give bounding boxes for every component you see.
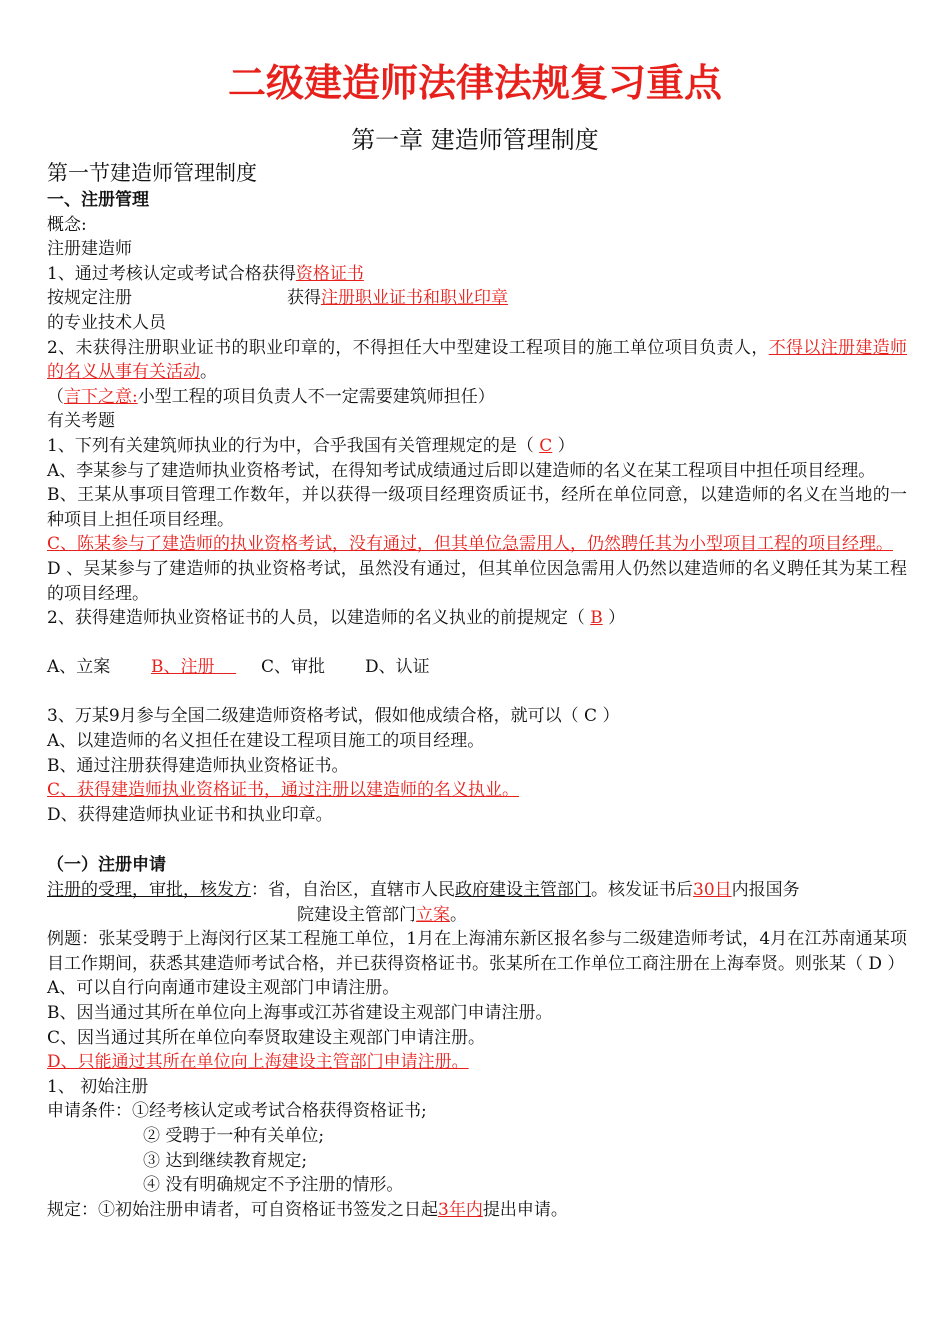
condition-3: ③ 达到继续教育规定; (143, 1150, 308, 1171)
exam-label: 有关考题 (47, 411, 115, 432)
definition-line-2: 按规定注册 获得注册职业证书和职业印章 (47, 288, 508, 309)
definition-line-1: 1、通过考核认定或考试合格获得资格证书 (47, 263, 364, 284)
rule-2: 2、未获得注册职业证书的职业印章的，不得担任大中型建设工程项目的施工单位项目负责人，不得以注册建造师的名义从事有关活动。 (47, 337, 907, 383)
condition-2: ② 受聘于一种有关单位; (143, 1125, 325, 1146)
chapter-heading: 第一章 建造师管理制度 (351, 126, 599, 154)
example-option-a: A、可以自行向南通市建设主观部门申请注册。 (47, 978, 400, 999)
registration-authority: 注册的受理，审批，核发方：省，自治区，直辖市人民政府建设主管部门。核发证书后30日内报国务 (47, 880, 800, 901)
concept-term: 注册建造师 (47, 239, 132, 260)
q3-option-a: A、以建造师的名义担任在建设工程项目施工的项目经理。 (47, 731, 485, 752)
q3-option-c: C、获得建造师执业资格证书，通过注册以建造师的名义执业。 (47, 780, 520, 801)
q1-option-d: D 、吴某参与了建造师的执业资格考试，虽然没有通过，但其单位因急需用人仍然以建造师的名义聘任其为某工程的项目经理。 (47, 558, 907, 604)
q1-option-a: A、李某参与了建造师执业资格考试，在得知考试成绩通过后即以建造师的名义在某工程项目中担任项目经理。 (47, 460, 876, 481)
document-title: 二级建造师法律法规复习重点 (227, 61, 722, 105)
rule-line: 规定：①初始注册申请者，可自资格证书签发之日起3年内提出申请。 (47, 1199, 568, 1220)
answer-2: B (590, 608, 603, 629)
highlight-filing: 立案 (416, 904, 450, 925)
concept-label: 概念: (47, 214, 87, 235)
highlight-days: 30日 (693, 880, 732, 901)
highlight-rule-2: 不得以注册建造师的名义从事有关活动 (47, 337, 907, 383)
definition-line-3: 的专业技术人员 (47, 312, 166, 333)
question-3: 3、万某9月参与全国二级建造师资格考试，假如他成绩合格，就可以（ C ） (47, 706, 620, 727)
q2-option-c: C、审批 (261, 657, 326, 678)
section-heading: 第一节建造师管理制度 (47, 161, 257, 185)
example-option-b: B、因当通过其所在单位向上海事或江苏省建设主观部门申请注册。 (47, 1003, 553, 1023)
q3-option-d: D、获得建造师执业证书和执业印章。 (47, 804, 333, 825)
highlight-note: 言下之意: (64, 386, 138, 407)
highlight-cert: 资格证书 (295, 263, 364, 284)
note-line: （言下之意:小型工程的项目负责人不一定需要建筑师担任） (47, 386, 495, 407)
highlight-license: 注册职业证书和职业印章 (321, 288, 508, 309)
q2-options (47, 655, 907, 680)
example-option-c: C、因当通过其所在单位向奉贤取建设主观部门申请注册。 (47, 1027, 486, 1048)
heading-registration: 一、注册管理 (47, 190, 149, 210)
answer-1: C (539, 435, 553, 456)
registration-authority-2: 院建设主管部门立案。 (297, 904, 467, 925)
q1-option-c: C、陈某参与了建造师的执业资格考试，没有通过，但其单位急需用人，仍然聘任其为小型项目工程的项目经理。 (47, 534, 894, 555)
highlight-3-years: 3年内 (438, 1199, 483, 1220)
q1-option-b: B、王某从事项目管理工作数年，并以获得一级项目经理资质证书，经所在单位同意，以建造师的名义在当地的一种项目上担任项目经理。 (47, 485, 907, 530)
q3-option-b: B、通过注册获得建造师执业资格证书。 (47, 755, 349, 776)
initial-registration-title: 1、 初始注册 (47, 1076, 149, 1097)
heading-application: （一）注册申请 (47, 855, 166, 876)
question-1: 1、下列有关建筑师执业的行为中，合乎我国有关管理规定的是（ C ） (47, 435, 575, 456)
document-body (47, 158, 907, 1222)
question-2: 2、获得建造师执业资格证书的人员，以建造师的名义执业的前提规定（ B ） (47, 608, 626, 629)
q2-option-b: B、注册 (151, 657, 237, 678)
q2-option-d: D、认证 (365, 657, 430, 678)
example-stem: 例题：张某受聘于上海闵行区某工程施工单位，1月在上海浦东新区报名参与二级建造师考试，4月在江苏南通某项目工作期间，获悉其建造师考试合格，并已获得资格证书。张某所在工作单位工商注册在上海奉贤。则张某（ D ） (47, 929, 907, 974)
q2-option-a: A、立案 (47, 657, 111, 678)
condition-1: 申请条件：①经考核认定或考试合格获得资格证书; (47, 1101, 427, 1122)
condition-4: ④ 没有明确规定不予注册的情形。 (143, 1175, 404, 1196)
example-option-d: D、只能通过其所在单位向上海建设主管部门申请注册。 (47, 1052, 469, 1073)
